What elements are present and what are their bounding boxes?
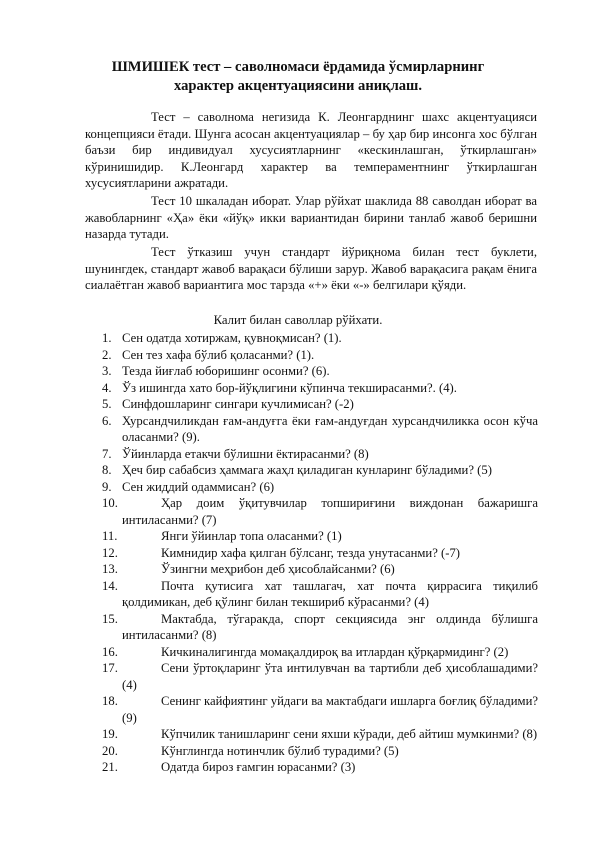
question-number: 12. — [102, 545, 118, 560]
question-text: Кўпчилик танишларинг сени яхши кўради, деб айтиш мумкинми? (8) — [161, 727, 538, 741]
question-item — [102, 347, 538, 364]
question-text: Одатда бироз ғамгин юрасанми? (3) — [161, 760, 356, 774]
question-item — [102, 446, 538, 463]
question-item — [102, 611, 538, 644]
question-number: 10. — [102, 496, 118, 510]
key-heading: Калит билан саволлар рўйхати. — [213, 313, 383, 327]
question-item — [102, 644, 538, 661]
question-number: 20. — [102, 743, 118, 758]
question-text: Сенинг кайфиятинг уйдаги ва мактабдаги ишларга боғлиқ бўладими? (9) — [122, 694, 538, 725]
question-number: 14. — [102, 578, 118, 593]
question-item — [102, 330, 538, 347]
question-item — [102, 743, 538, 760]
question-number: 2. — [102, 347, 112, 362]
question-text: Кўнглингда нотинчлик бўлиб турадими? (5) — [161, 743, 399, 758]
question-number: 19. — [102, 727, 118, 741]
question-text: Ўз ишингда хато бор-йўқлигини кўпинча текширасанми?. (4). — [122, 380, 457, 395]
title-line-2: характер акцентуациясини аниқлаш. — [173, 78, 423, 94]
question-item — [102, 462, 538, 479]
question-text: Мактабда, тўгаракда, спорт секциясида энг олдинда бўлишга интиласанми? (8) — [122, 611, 538, 642]
question-item — [102, 693, 538, 726]
question-number: 13. — [102, 562, 118, 576]
question-item — [102, 363, 538, 380]
question-item — [102, 660, 538, 693]
intro-paragraph-3: Тест ўтказиш учун стандарт йўриқнома билан тест буклети, шунингдек, стандарт жавоб варақаси бўлиши зарур. Жавоб варақасига рақам ёнига сиалаётган жавоб вариантига мос тарзда «+» ёки «-» белгилари қўяди. — [85, 245, 537, 292]
question-number: 7. — [102, 446, 112, 461]
question-number: 21. — [102, 760, 118, 774]
question-number: 6. — [102, 413, 112, 428]
document-title — [60, 58, 536, 96]
question-item — [102, 578, 538, 611]
question-text: Ўйинларда етакчи бўлишни ёктирасанми? (8) — [122, 446, 369, 461]
question-number: 15. — [102, 611, 118, 626]
question-text: Ҳар доим ўқитувчилар топшириғини виждонан бажаришга интиласанми? (7) — [122, 496, 538, 527]
intro-paragraph-2: Тест 10 шкаладан иборат. Улар рўйхат шаклида 88 саволдан иборат ва жавобларнинг «Ҳа» ёки «йўқ» икки вариантидан бирини танлаб жавоб беришни назарда тутади. — [85, 194, 537, 241]
question-text: Сен одатда хотиржам, қувноқмисан? (1). — [122, 331, 342, 345]
question-number: 8. — [102, 463, 112, 477]
question-text: Сен тез хафа бўлиб қоласанми? (1). — [122, 347, 315, 362]
question-item — [102, 561, 538, 578]
question-item — [102, 396, 538, 413]
question-item — [102, 413, 538, 446]
question-item — [102, 726, 538, 743]
question-item — [102, 528, 538, 545]
question-text: Тезда йиғлаб юборишинг осонми? (6). — [122, 364, 330, 378]
question-list — [102, 330, 538, 776]
question-text: Кимнидир хафа қилган бўлсанг, тезда унутасанми? (-7) — [161, 545, 461, 560]
question-number: 16. — [102, 644, 118, 659]
question-text: Ҳеч бир сабабсиз ҳаммага жаҳл қиладиган кунларинг бўладими? (5) — [122, 463, 492, 477]
question-number: 5. — [102, 397, 112, 411]
question-number: 9. — [102, 479, 112, 494]
question-item — [102, 479, 538, 496]
question-number: 17. — [102, 661, 118, 675]
question-text: Янги ўйинлар топа оласанми? (1) — [161, 529, 342, 543]
question-number: 4. — [102, 380, 112, 395]
question-number: 3. — [102, 364, 112, 378]
intro-paragraph-1: Тест – саволнома негизида К. Леонгарднинг шахс акцентуацияси концепцияси ётади. Шунга асосан акцентуациялар – бу ҳар бир инсонга хос бўлган баъзи бир индивидуал хусусиятларнинг «кескинлашган, ўткирлашган» кўринишидир. К.Леонгард характер ва темпераментнинг ўткирлашган хусусиятларини ажратади. — [85, 110, 537, 190]
question-item — [102, 545, 538, 562]
question-number: 18. — [102, 694, 118, 708]
question-text: Почта қутисига хат ташлагач, хат почта қиррасига тиқилиб қолдимикан, деб қўлинг билан текшириб кўрасанми? (4) — [122, 578, 538, 609]
question-text: Хурсандчиликдан ғам-андуғга ёки ғам-андуғдан хурсандчиликка осон кўча оласанми? (9). — [122, 413, 538, 444]
question-item — [102, 495, 538, 528]
question-item — [102, 380, 538, 397]
question-text: Сени ўртоқларинг ўта интилувчан ва тартибли деб ҳисоблашадими? (4) — [122, 661, 538, 692]
question-text: Ўзингни меҳрибон деб ҳисоблайсанми? (6) — [161, 562, 395, 576]
question-item — [102, 759, 538, 776]
question-text: Кичкиналигингда момақалдироқ ва итлардан қўрқармидинг? (2) — [161, 644, 509, 659]
title-line-1: ШМИШЕК тест – саволномаси ёрдамида ўсмирларнинг — [111, 59, 485, 75]
question-text: Синфдошларинг сингари кучлимисан? (-2) — [122, 397, 354, 411]
question-text: Сен жиддий одаммисан? (6) — [122, 479, 275, 494]
question-number: 1. — [102, 331, 112, 345]
question-number: 11. — [102, 529, 118, 543]
